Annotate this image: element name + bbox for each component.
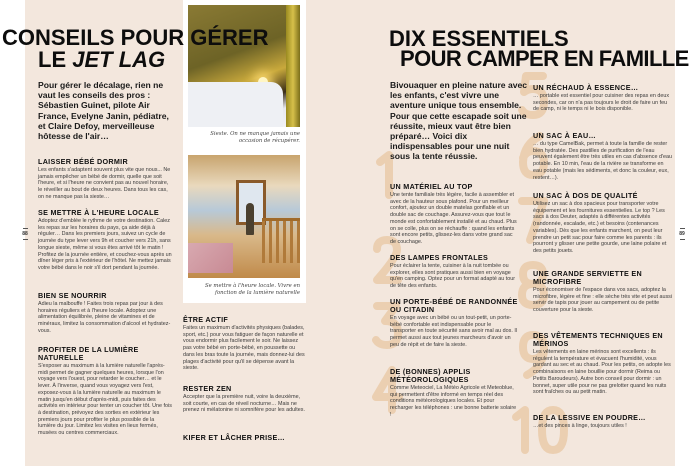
tip-body: Adieu la malbouffe ! Faites trois repas par jour à des horaires réguliers et à l'heure locale. Adoptez une alimentation équilibrée, pleine de vitamines et de minéraux, limitez la consommation d'alcool et hydratez-vous. bbox=[38, 301, 171, 334]
title-prefix: LE bbox=[38, 47, 73, 72]
essential-body: Une tente familiale très légère, facile à assembler et avec de la hauteur sous plafond. Pour un meilleur confort, ajoutez un double matelas gonflable et un double sac de couchage. Assurez-vous que tout le monde est confortablement installé et au chaud. Plus on se colle, plus on se réchauffe : quand les enfants sont encore petits, glissez-les dans votre grand sac de couchage. bbox=[390, 192, 517, 245]
essential-body: En voyage avec un bébé ou un tout-petit, un porte-bébé confortable est indispensable pour le transporter en toute sécurité sans avoir mal au dos. Il permet aussi aux tout jeunes marcheurs d'avoir un peu de répit et de faire la sieste. bbox=[390, 315, 518, 348]
right-title-line1: DIX ESSENTIELS bbox=[389, 26, 569, 51]
tip-body: Adoptez d'emblée le rythme de votre destination. Calez les repas sur les horaires du pays, ça aide déjà à réguler… Dans les premiers jours, suivez un cycle de journée du type lever vers 9h et coucher vers 21h, sans longue sieste, même si vous êtes arrivé tôt le matin ! Profitez de la journée entière, et couchez-vous après un dîner léger pris à l'extérieur de l'hôtel. Ne mettez jamais votre bébé dans le noir s'il dort pendant la journée. bbox=[38, 218, 172, 271]
essential-heading: UN PORTE-BÉBÉ DE RANDONNÉE OU CITADIN bbox=[390, 297, 518, 314]
bed bbox=[188, 243, 233, 273]
numeral-digit bbox=[380, 155, 389, 195]
essential-heading: UNE GRANDE SERVIETTE EN MICROFIBRE bbox=[533, 269, 643, 286]
tip-heading: KIFER ET LÂCHER PRISE… bbox=[183, 433, 286, 442]
page-number-right: 89 bbox=[677, 226, 687, 242]
title-italic: JET LAG bbox=[72, 47, 166, 72]
page-number-left: 88 bbox=[20, 226, 30, 242]
left-title-line2 bbox=[38, 49, 165, 71]
photo-bedroom-nap bbox=[188, 5, 300, 127]
essential-heading: UN MATÉRIEL AU TOP bbox=[390, 182, 473, 191]
tip-heading: BIEN SE NOURRIR bbox=[38, 291, 107, 300]
essential-heading: UN SAC À EAU… bbox=[533, 131, 597, 140]
essential-section bbox=[533, 84, 673, 113]
curtain bbox=[286, 5, 300, 127]
right-title-line2: POUR CAMPER EN FAMILLE bbox=[400, 46, 689, 71]
tip-section bbox=[183, 316, 308, 372]
tip-body: S'exposer au maximum à la lumière naturelle l'après-midi permet de gagner quelques heures, lorsque l'on voyage vers l'ouest, pour retarder le coucher… et le lever. À l'inverse, quand vous voyagez vers l'est, exposez-vous à la lumière naturelle au maximum le matin jusqu'en début d'après-midi, puis faites des activités en intérieur pour tenter un coucher tôt. Une fois à destination, prévoyez des sorties en extérieur les premiers jours pour profiter le plus possible de la lumière du jour. Limitez les visites en lieux fermés, musées ou centres commerciaux. bbox=[38, 363, 172, 437]
essential-body: … portable est essentiel pour cuisiner des repas en deux secondes, car on n'a pas toujours le droit de faire un feu de camp, ni le temps ni le bois disponible. bbox=[533, 93, 670, 113]
essential-body: Pour économiser de l'espace dans vos sacs, adoptez la microfibre, légère et fine : elle sèche très vite et peut aussi servir de tapis pour jouer au campement ou de petite couverture pour la sieste. bbox=[533, 287, 673, 314]
tip-heading: RESTER ZEN bbox=[183, 384, 232, 393]
essential-heading: UN SAC À DOS DE QUALITÉ bbox=[533, 191, 638, 200]
right-intro: Bivouaquer en pleine nature avec les enfants, c'est vivre une aventure unique tous ensemble. Pour que cette escapade soit une réussite, mieux vaut être bien préparé… Voici dix indispensables pour une nuit sous la tente réussie. bbox=[390, 80, 528, 162]
tip-heading: PROFITER DE LA LUMIÈRE NATURELLE bbox=[38, 345, 139, 362]
essential-section bbox=[533, 414, 673, 430]
tip-section bbox=[38, 346, 172, 437]
tip-section bbox=[183, 434, 308, 442]
left-title-line1: CONSEILS POUR GÉRER bbox=[2, 25, 269, 50]
essential-body: …et des pinces à linge, toujours utiles ! bbox=[533, 423, 627, 429]
essential-body: Utilisez un sac à dos spacieux pour transporter votre équipement et les fournitures essentielles. Le top ? Les sacs à dos Deuter, adaptés à différentes activités (randonnée, escalade, etc.) et besoins (contenances variables). Dès que les enfants marchent, on peut leur prendre un petit sac pour faire comme les parents : ils pourront y glisser une petite gourde, une laine polaire et des petits jouets. bbox=[533, 201, 667, 254]
bed bbox=[188, 82, 283, 127]
essential-body: Les vêtements en laine mérinos sont excellents : ils régulent la température et évacuent l'humidité, vous gardant au sec et au chaud. Pour les petits, on adopte les combinaisons en laine bouillie pour dormir (Reima ou Petits Baroudeurs). Autre bon conseil pour dormir : un bonnet, super utile pour ne pas grelotter quand les nuits sont fraîches ou au petit matin. bbox=[533, 349, 671, 396]
tip-heading: ÊTRE ACTIF bbox=[183, 315, 229, 324]
essential-heading: UN RÉCHAUD À ESSENCE… bbox=[533, 83, 639, 92]
essential-section bbox=[390, 183, 520, 246]
tip-section bbox=[183, 385, 308, 414]
essential-body: … du type CamelBak, permet à toute la famille de rester bien hydratée. Des pastilles de purification de l'eau peuvent également être très utiles en cas d'absence d'eau potable. En 10 min, l'eau de la rivière se transforme en eau potable (mais les sédiments, et donc la couleur, eux, restent…). bbox=[533, 141, 673, 181]
essential-section bbox=[533, 192, 673, 255]
railing bbox=[262, 218, 300, 263]
tip-body: Faites un maximum d'activités physiques (balades, sport, etc.) pour vous fatiguer de façon naturelle et vous endormir plus facilement le soir. Ne laissez pas votre bébé en porte-bébé, en poussette ou dans les bras toute la journée, mais donnez-lui des plages d'activité pour qu'il se dépense avant la sieste. bbox=[183, 325, 305, 372]
left-intro: Pour gérer le décalage, rien ne vaut les conseils des pros : Sébastien Guinet, pilote Air France, Evelyne Janin, pédiatre, et Claire Defoy, merveilleuse hôtesse de l'air… bbox=[38, 80, 169, 142]
essential-section bbox=[390, 298, 518, 349]
essential-body: Pour éclairer la tente, cuisiner à la nuit tombée ou explorer, elles sont pratiques aussi bien en voyage qu'en camping. Optez pour un format adapté au tour de tête des enfants. bbox=[390, 263, 516, 290]
essential-section bbox=[533, 332, 673, 396]
essential-heading: DES LAMPES FRONTALES bbox=[390, 253, 489, 262]
essential-heading: DE LA LESSIVE EN POUDRE… bbox=[533, 413, 646, 422]
essential-section bbox=[533, 270, 673, 314]
tip-heading: SE METTRE À L'HEURE LOCALE bbox=[38, 208, 159, 217]
essential-heading: DE (BONNES) APPLIS MÉTÉOROLOGIQUES bbox=[390, 367, 471, 384]
essential-heading: DES VÊTEMENTS TECHNIQUES EN MÉRINOS bbox=[533, 331, 663, 348]
photo-caption: Sieste. On ne manque jamais une occasion de récupérer. bbox=[210, 131, 300, 144]
tip-section bbox=[38, 209, 172, 272]
photo-child-window bbox=[188, 155, 300, 278]
tip-section bbox=[38, 158, 172, 201]
tip-body: Les enfants s'adaptent souvent plus vite que nous... Ne jamais empêcher un bébé de dormir, quelle que soit l'heure, et si l'heure ne convient pas au nouvel horaire, le réveiller au bout de deux heures. Dans tous les cas, on ne manque pas la sieste… bbox=[38, 167, 171, 200]
tip-heading: LAISSER BÉBÉ DORMIR bbox=[38, 157, 128, 166]
essential-section bbox=[390, 254, 520, 290]
essential-section bbox=[390, 368, 518, 419]
essential-body: Comme Meteociel, La Météo Agricole et Meteoblue, qui permettent d'être informé en temps réel des conditions météorologiques locales. Et pour recharger les téléphones : une bonne batterie solaire ! bbox=[390, 385, 517, 418]
essential-section bbox=[533, 132, 673, 181]
child bbox=[246, 203, 254, 235]
tip-section bbox=[38, 292, 172, 335]
photo-caption: Se mettre à l'heure locale. Vivre en fonction de la lumière naturelle bbox=[204, 283, 300, 296]
tip-body: Accepter que la première nuit, voire la deuxième, soit courte, en cas de réveil nocturne… Mais ne prenez ni mélatonine ni somnifère pour les adultes. bbox=[183, 394, 305, 414]
